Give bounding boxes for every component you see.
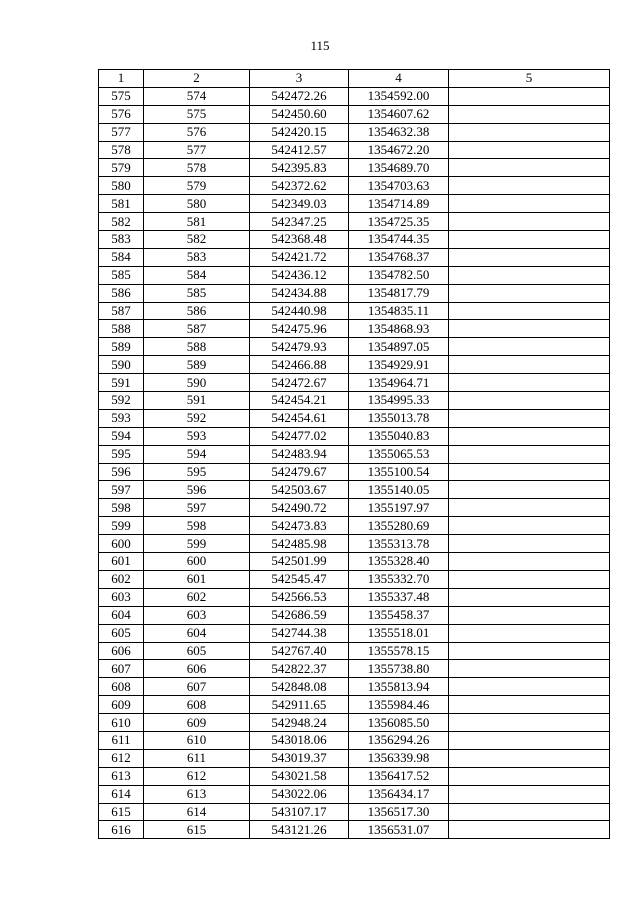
table-row	[99, 302, 610, 320]
cell-coord-x: 542485.98	[250, 535, 349, 553]
cell-coord-y: 1354897.05	[349, 338, 449, 356]
cell-note	[449, 481, 610, 499]
cell-coord-y: 1354744.35	[349, 231, 449, 249]
cell-coord-x: 542472.26	[250, 87, 349, 105]
cell-point-number: 595	[99, 445, 144, 463]
cell-note	[449, 535, 610, 553]
cell-point-number: 602	[99, 570, 144, 588]
cell-coord-y: 1355458.37	[349, 606, 449, 624]
cell-note	[449, 87, 610, 105]
table-row	[99, 481, 610, 499]
table-body	[99, 87, 610, 838]
table-header	[99, 70, 610, 88]
cell-note	[449, 624, 610, 642]
cell-coord-y: 1354782.50	[349, 266, 449, 284]
cell-coord-y: 1355518.01	[349, 624, 449, 642]
cell-note	[449, 284, 610, 302]
cell-point-number: 577	[99, 123, 144, 141]
table-row	[99, 714, 610, 732]
cell-note	[449, 678, 610, 696]
cell-coord-x: 542483.94	[250, 445, 349, 463]
cell-point-number: 614	[99, 785, 144, 803]
table-row	[99, 427, 610, 445]
table-row	[99, 785, 610, 803]
cell-prev-point: 605	[144, 642, 250, 660]
cell-coord-x: 542466.88	[250, 356, 349, 374]
cell-point-number: 578	[99, 141, 144, 159]
cell-coord-x: 543107.17	[250, 803, 349, 821]
cell-prev-point: 581	[144, 213, 250, 231]
cell-note	[449, 177, 610, 195]
cell-prev-point: 612	[144, 767, 250, 785]
cell-note	[449, 392, 610, 410]
cell-point-number: 601	[99, 553, 144, 571]
cell-note	[449, 195, 610, 213]
table-row	[99, 87, 610, 105]
cell-point-number: 612	[99, 749, 144, 767]
cell-prev-point: 611	[144, 749, 250, 767]
table-row	[99, 320, 610, 338]
cell-coord-x: 542454.21	[250, 392, 349, 410]
cell-coord-y: 1354768.37	[349, 248, 449, 266]
cell-prev-point: 609	[144, 714, 250, 732]
table-row	[99, 660, 610, 678]
cell-note	[449, 499, 610, 517]
column-header-4: 4	[349, 70, 449, 88]
cell-point-number: 597	[99, 481, 144, 499]
cell-point-number: 587	[99, 302, 144, 320]
table-row	[99, 517, 610, 535]
cell-note	[449, 714, 610, 732]
cell-coord-x: 542767.40	[250, 642, 349, 660]
cell-prev-point: 577	[144, 141, 250, 159]
table-row	[99, 248, 610, 266]
cell-coord-x: 542490.72	[250, 499, 349, 517]
table-row	[99, 123, 610, 141]
cell-prev-point: 575	[144, 105, 250, 123]
cell-note	[449, 570, 610, 588]
cell-coord-y: 1354689.70	[349, 159, 449, 177]
cell-prev-point: 595	[144, 463, 250, 481]
cell-coord-y: 1356531.07	[349, 821, 449, 839]
cell-coord-y: 1354868.93	[349, 320, 449, 338]
cell-point-number: 585	[99, 266, 144, 284]
cell-coord-y: 1355813.94	[349, 678, 449, 696]
cell-coord-y: 1355013.78	[349, 409, 449, 427]
cell-point-number: 615	[99, 803, 144, 821]
cell-coord-y: 1354703.63	[349, 177, 449, 195]
cell-point-number: 603	[99, 588, 144, 606]
cell-prev-point: 603	[144, 606, 250, 624]
cell-prev-point: 587	[144, 320, 250, 338]
cell-coord-x: 542479.67	[250, 463, 349, 481]
table-row	[99, 392, 610, 410]
cell-prev-point: 597	[144, 499, 250, 517]
cell-point-number: 598	[99, 499, 144, 517]
cell-point-number: 588	[99, 320, 144, 338]
cell-coord-y: 1355280.69	[349, 517, 449, 535]
cell-coord-y: 1354714.89	[349, 195, 449, 213]
cell-note	[449, 213, 610, 231]
coordinates-table	[98, 69, 610, 839]
cell-note	[449, 123, 610, 141]
cell-note	[449, 517, 610, 535]
cell-coord-x: 542822.37	[250, 660, 349, 678]
cell-note	[449, 159, 610, 177]
cell-point-number: 599	[99, 517, 144, 535]
cell-point-number: 580	[99, 177, 144, 195]
cell-coord-x: 542395.83	[250, 159, 349, 177]
table-row	[99, 499, 610, 517]
cell-point-number: 613	[99, 767, 144, 785]
cell-coord-y: 1355040.83	[349, 427, 449, 445]
table-row	[99, 231, 610, 249]
cell-point-number: 608	[99, 678, 144, 696]
cell-point-number: 586	[99, 284, 144, 302]
cell-coord-y: 1354607.62	[349, 105, 449, 123]
table-row	[99, 696, 610, 714]
cell-coord-x: 542501.99	[250, 553, 349, 571]
cell-note	[449, 731, 610, 749]
table-row	[99, 409, 610, 427]
cell-note	[449, 427, 610, 445]
cell-coord-y: 1354672.20	[349, 141, 449, 159]
cell-coord-x: 542440.98	[250, 302, 349, 320]
table-row	[99, 570, 610, 588]
cell-coord-x: 542566.53	[250, 588, 349, 606]
cell-point-number: 581	[99, 195, 144, 213]
cell-note	[449, 553, 610, 571]
cell-coord-x: 542911.65	[250, 696, 349, 714]
column-header-5: 5	[449, 70, 610, 88]
table-row	[99, 159, 610, 177]
cell-coord-y: 1354725.35	[349, 213, 449, 231]
cell-note	[449, 785, 610, 803]
cell-note	[449, 588, 610, 606]
cell-coord-x: 542848.08	[250, 678, 349, 696]
cell-coord-x: 542436.12	[250, 266, 349, 284]
cell-coord-x: 542473.83	[250, 517, 349, 535]
cell-prev-point: 602	[144, 588, 250, 606]
cell-coord-y: 1355984.46	[349, 696, 449, 714]
cell-note	[449, 803, 610, 821]
cell-point-number: 616	[99, 821, 144, 839]
cell-note	[449, 642, 610, 660]
table-row	[99, 767, 610, 785]
cell-coord-x: 542472.67	[250, 374, 349, 392]
cell-coord-y: 1355328.40	[349, 553, 449, 571]
cell-prev-point: 576	[144, 123, 250, 141]
cell-prev-point: 610	[144, 731, 250, 749]
cell-prev-point: 608	[144, 696, 250, 714]
cell-coord-x: 542349.03	[250, 195, 349, 213]
cell-point-number: 610	[99, 714, 144, 732]
cell-prev-point: 615	[144, 821, 250, 839]
cell-coord-x: 542347.25	[250, 213, 349, 231]
table-row	[99, 821, 610, 839]
cell-coord-x: 543121.26	[250, 821, 349, 839]
cell-note	[449, 356, 610, 374]
table-row	[99, 141, 610, 159]
cell-point-number: 609	[99, 696, 144, 714]
cell-coord-y: 1355313.78	[349, 535, 449, 553]
cell-coord-x: 542450.60	[250, 105, 349, 123]
cell-coord-y: 1356417.52	[349, 767, 449, 785]
cell-coord-x: 542434.88	[250, 284, 349, 302]
cell-prev-point: 590	[144, 374, 250, 392]
cell-coord-y: 1355065.53	[349, 445, 449, 463]
cell-note	[449, 374, 610, 392]
table-row	[99, 588, 610, 606]
cell-note	[449, 445, 610, 463]
cell-prev-point: 589	[144, 356, 250, 374]
cell-prev-point: 592	[144, 409, 250, 427]
cell-prev-point: 613	[144, 785, 250, 803]
cell-coord-y: 1356085.50	[349, 714, 449, 732]
cell-coord-x: 542454.61	[250, 409, 349, 427]
cell-prev-point: 591	[144, 392, 250, 410]
table-row	[99, 624, 610, 642]
cell-coord-y: 1356434.17	[349, 785, 449, 803]
cell-coord-x: 542479.93	[250, 338, 349, 356]
table-row	[99, 213, 610, 231]
cell-coord-x: 542421.72	[250, 248, 349, 266]
cell-coord-x: 542545.47	[250, 570, 349, 588]
cell-point-number: 607	[99, 660, 144, 678]
table-row	[99, 678, 610, 696]
table-row	[99, 445, 610, 463]
cell-coord-y: 1355337.48	[349, 588, 449, 606]
table-row	[99, 803, 610, 821]
cell-point-number: 582	[99, 213, 144, 231]
cell-note	[449, 767, 610, 785]
cell-prev-point: 579	[144, 177, 250, 195]
cell-point-number: 594	[99, 427, 144, 445]
table-row	[99, 731, 610, 749]
cell-coord-x: 542412.57	[250, 141, 349, 159]
cell-coord-y: 1355578.15	[349, 642, 449, 660]
table-row	[99, 356, 610, 374]
cell-coord-x: 542372.62	[250, 177, 349, 195]
table-row	[99, 177, 610, 195]
cell-prev-point: 598	[144, 517, 250, 535]
cell-coord-x: 542475.96	[250, 320, 349, 338]
cell-coord-y: 1354632.38	[349, 123, 449, 141]
cell-coord-y: 1355738.80	[349, 660, 449, 678]
cell-point-number: 593	[99, 409, 144, 427]
cell-prev-point: 614	[144, 803, 250, 821]
cell-note	[449, 320, 610, 338]
table-row	[99, 266, 610, 284]
cell-coord-y: 1355332.70	[349, 570, 449, 588]
cell-note	[449, 606, 610, 624]
table-row	[99, 463, 610, 481]
cell-point-number: 589	[99, 338, 144, 356]
cell-prev-point: 578	[144, 159, 250, 177]
cell-point-number: 600	[99, 535, 144, 553]
cell-note	[449, 409, 610, 427]
cell-coord-x: 542477.02	[250, 427, 349, 445]
table-row	[99, 374, 610, 392]
cell-point-number: 576	[99, 105, 144, 123]
cell-point-number: 590	[99, 356, 144, 374]
table-row	[99, 338, 610, 356]
cell-note	[449, 463, 610, 481]
cell-point-number: 606	[99, 642, 144, 660]
cell-prev-point: 584	[144, 266, 250, 284]
column-header-3: 3	[250, 70, 349, 88]
cell-prev-point: 599	[144, 535, 250, 553]
cell-prev-point: 593	[144, 427, 250, 445]
table-row	[99, 105, 610, 123]
cell-coord-x: 543022.06	[250, 785, 349, 803]
cell-coord-y: 1354817.79	[349, 284, 449, 302]
cell-coord-x: 543019.37	[250, 749, 349, 767]
cell-point-number: 596	[99, 463, 144, 481]
cell-note	[449, 749, 610, 767]
table-row	[99, 553, 610, 571]
page-number: 115	[310, 38, 330, 53]
cell-coord-y: 1354592.00	[349, 87, 449, 105]
cell-coord-x: 543018.06	[250, 731, 349, 749]
cell-note	[449, 696, 610, 714]
table-row	[99, 195, 610, 213]
cell-prev-point: 583	[144, 248, 250, 266]
cell-coord-y: 1354835.11	[349, 302, 449, 320]
cell-prev-point: 606	[144, 660, 250, 678]
cell-note	[449, 248, 610, 266]
table-row	[99, 606, 610, 624]
cell-coord-y: 1354929.91	[349, 356, 449, 374]
table-row	[99, 749, 610, 767]
table-row	[99, 284, 610, 302]
cell-coord-y: 1356339.98	[349, 749, 449, 767]
cell-note	[449, 338, 610, 356]
column-header-1: 1	[99, 70, 144, 88]
cell-prev-point: 601	[144, 570, 250, 588]
cell-point-number: 584	[99, 248, 144, 266]
cell-prev-point: 582	[144, 231, 250, 249]
cell-coord-x: 542368.48	[250, 231, 349, 249]
table-row	[99, 535, 610, 553]
cell-coord-y: 1355140.05	[349, 481, 449, 499]
cell-point-number: 605	[99, 624, 144, 642]
cell-coord-x: 542948.24	[250, 714, 349, 732]
header-row	[99, 70, 610, 88]
table-row	[99, 642, 610, 660]
cell-prev-point: 580	[144, 195, 250, 213]
cell-prev-point: 600	[144, 553, 250, 571]
cell-point-number: 611	[99, 731, 144, 749]
cell-note	[449, 141, 610, 159]
cell-prev-point: 607	[144, 678, 250, 696]
cell-note	[449, 302, 610, 320]
cell-prev-point: 604	[144, 624, 250, 642]
cell-coord-x: 543021.58	[250, 767, 349, 785]
cell-point-number: 604	[99, 606, 144, 624]
cell-coord-x: 542420.15	[250, 123, 349, 141]
cell-coord-y: 1355100.54	[349, 463, 449, 481]
cell-point-number: 592	[99, 392, 144, 410]
cell-coord-x: 542686.59	[250, 606, 349, 624]
cell-prev-point: 586	[144, 302, 250, 320]
cell-prev-point: 574	[144, 87, 250, 105]
cell-note	[449, 821, 610, 839]
column-header-2: 2	[144, 70, 250, 88]
cell-coord-y: 1356294.26	[349, 731, 449, 749]
cell-prev-point: 585	[144, 284, 250, 302]
cell-coord-y: 1356517.30	[349, 803, 449, 821]
cell-prev-point: 588	[144, 338, 250, 356]
cell-coord-y: 1354995.33	[349, 392, 449, 410]
cell-note	[449, 266, 610, 284]
cell-note	[449, 660, 610, 678]
cell-note	[449, 231, 610, 249]
cell-coord-x: 542744.38	[250, 624, 349, 642]
cell-point-number: 591	[99, 374, 144, 392]
cell-point-number: 583	[99, 231, 144, 249]
cell-prev-point: 596	[144, 481, 250, 499]
cell-coord-x: 542503.67	[250, 481, 349, 499]
cell-coord-y: 1354964.71	[349, 374, 449, 392]
cell-point-number: 579	[99, 159, 144, 177]
cell-prev-point: 594	[144, 445, 250, 463]
cell-point-number: 575	[99, 87, 144, 105]
cell-note	[449, 105, 610, 123]
cell-coord-y: 1355197.97	[349, 499, 449, 517]
